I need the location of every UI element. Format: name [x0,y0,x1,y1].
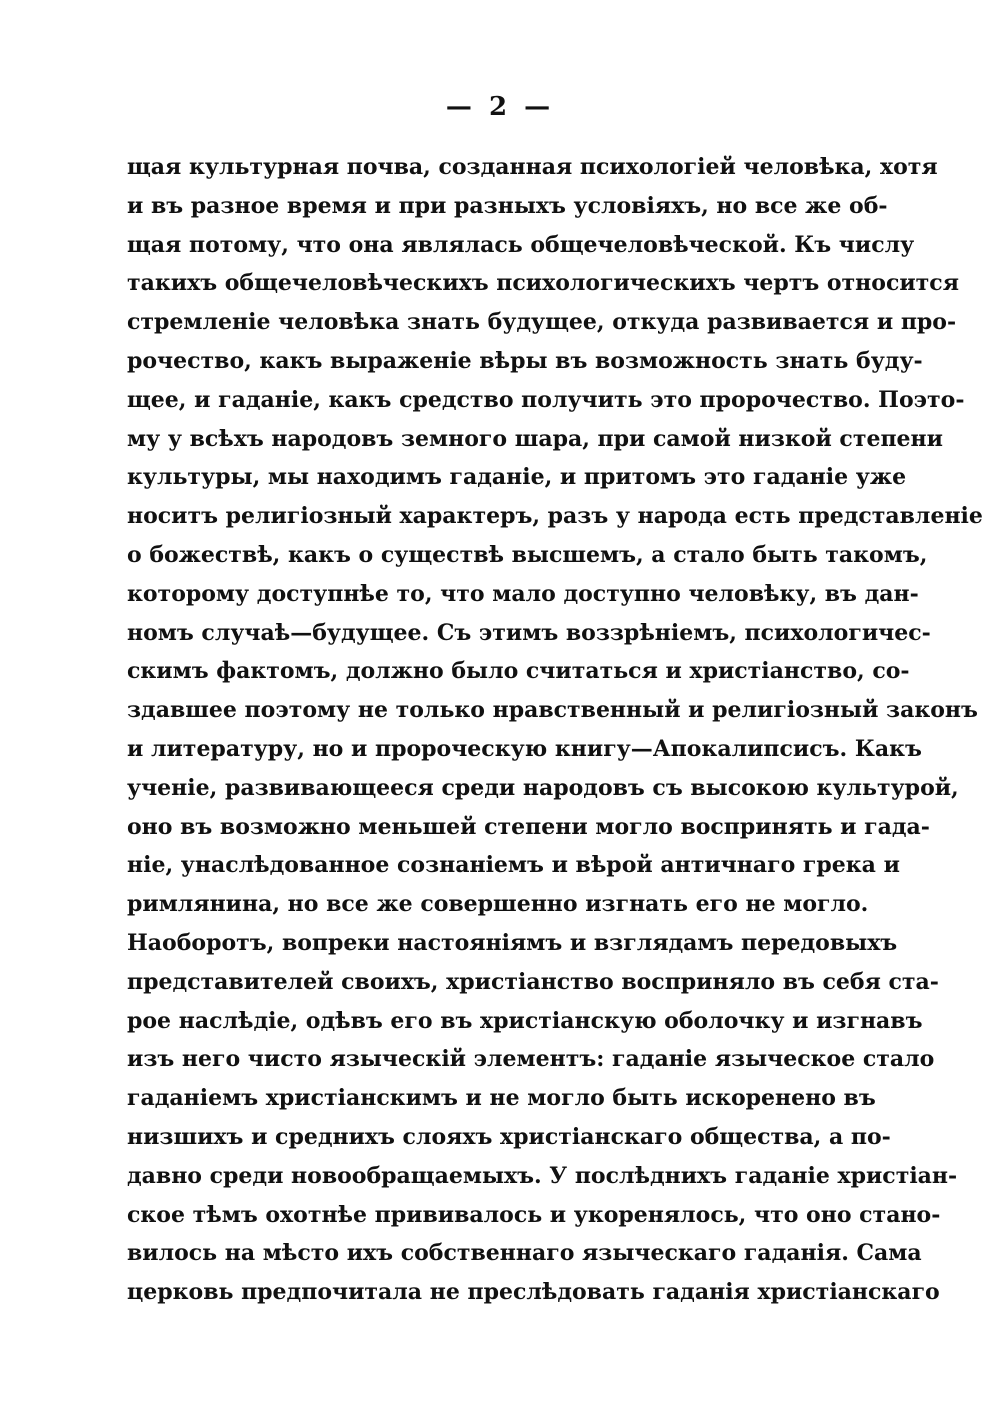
text-line: вилось на мѣсто ихъ собственнаго языческаго гаданія. Сама [127,1240,922,1267]
text-line: гаданіемъ христіанскимъ и не могло быть искоренено въ [127,1085,876,1112]
text-line: церковь предпочитала не преслѣдовать гаданія христіанскаго [127,1279,940,1306]
text-line: оно въ возможно меньшей степени могло воспринять и гада- [127,813,930,840]
text-line: представителей своихъ, христіанство восприняло въ себя ста- [127,968,939,995]
text-line: культуры, мы находимъ гаданіе, и притомъ это гаданіе уже [127,464,907,491]
text-line: рое наслѣдіе, одѣвъ его въ христіанскую оболочку и изгнавъ [127,1007,923,1034]
text-line: рочество, какъ выраженіе вѣры въ возможность знать буду- [127,347,923,374]
text-line: изъ него чисто языческій элементъ: гаданіе языческое стало [127,1046,935,1073]
text-line: низшихъ и среднихъ слояхъ христіанскаго общества, а по- [127,1123,891,1150]
text-line: скимъ фактомъ, должно было считаться и христіанство, со- [127,658,910,685]
text-line: римлянина, но все же совершенно изгнать его не могло. [127,891,869,918]
body-text [127,148,983,1312]
text-line: носитъ религіозный характеръ, разъ у народа есть представленіе [127,503,983,530]
text-line: и литературу, но и пророческую книгу—Апокалипсисъ. Какъ [127,735,922,762]
text-line: номъ случаѣ—будущее. Съ этимъ воззрѣніемъ, психологичес- [127,619,931,646]
text-line: давно среди новообращаемыхъ. У послѣднихъ гаданіе христіан- [127,1162,958,1189]
text-line: которому доступнѣе то, что мало доступно человѣку, въ дан- [127,580,919,607]
text-line: стремленіе человѣка знать будущее, откуда развивается и про- [127,309,957,336]
page-number: — 2 — [445,92,555,122]
text-line: и въ разное время и при разныхъ условіяхъ, но все же об- [127,192,888,219]
text-line: Наоборотъ, вопреки настояніямъ и взглядамъ передовыхъ [127,929,898,956]
text-line: щее, и гаданіе, какъ средство получить это пророчество. Поэто- [127,386,965,413]
text-line: о божествѣ, какъ о существѣ высшемъ, а стало быть такомъ, [127,541,928,568]
text-line: ніе, унаслѣдованное сознаніемъ и вѣрой античнаго грека и [127,852,900,879]
text-line: ское тѣмъ охотнѣе прививалось и укоренялось, что оно стано- [127,1201,941,1228]
text-line: здавшее поэтому не только нравственный и религіозный законъ [127,697,978,724]
text-line: щая культурная почва, созданная психологіей человѣка, хотя [127,154,938,180]
text-line: ученіе, развивающееся среди народовъ съ высокою культурой, [127,774,959,801]
text-line: щая потому, что она являлась общечеловѣческой. Къ числу [127,231,915,258]
text-line: му у всѣхъ народовъ земного шара, при самой низкой степени [127,425,943,452]
text-line: такихъ общечеловѣческихъ психологическихъ чертъ относится [127,270,959,297]
